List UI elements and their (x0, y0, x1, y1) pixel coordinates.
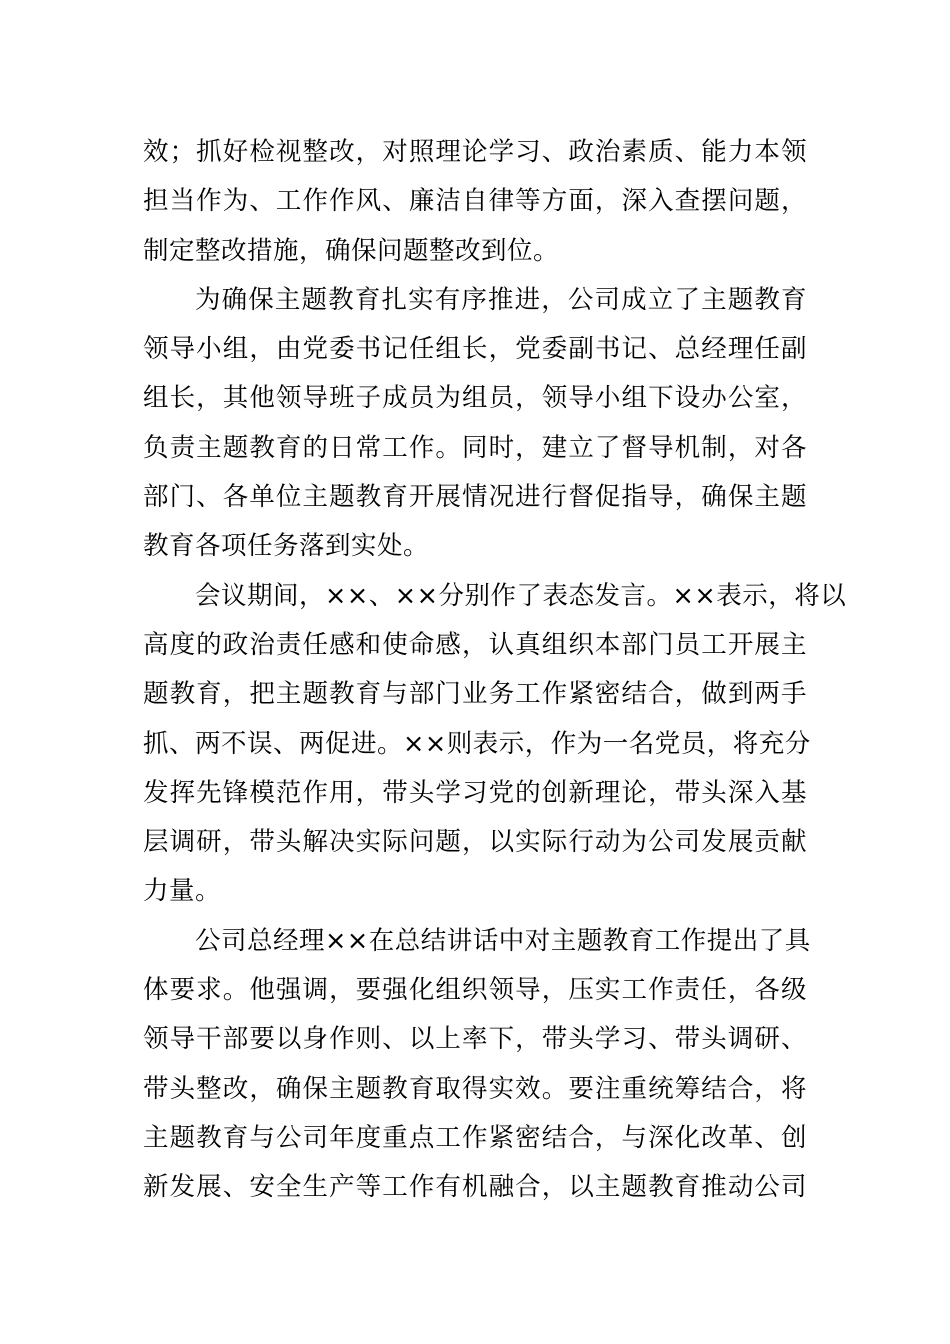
paragraph-line: 发挥先锋模范作用，带头学习党的创新理论，带头深入基 (143, 777, 807, 808)
paragraph-line: 为确保主题教育扎实有序推进，公司成立了主题教育 (195, 284, 807, 315)
paragraph-line: 带头整改，确保主题教育取得实效。要注重统筹结合，将 (143, 1073, 807, 1104)
paragraph-line: 制定整改措施，确保问题整改到位。 (143, 235, 560, 266)
paragraph-line: 公司总经理××在总结讲话中对主题教育工作提出了具 (195, 925, 811, 956)
paragraph-line: 新发展、安全生产等工作有机融合，以主题教育推动公司 (143, 1172, 807, 1203)
document-body (143, 128, 847, 1213)
paragraph-line: 抓、两不误、两促进。××则表示，作为一名党员，将充分 (143, 728, 811, 759)
paragraph-4 (143, 917, 811, 1213)
paragraph-line: 力量。 (143, 876, 222, 907)
paragraph-line: 组长，其他领导班子成员为组员，领导小组下设办公室， (143, 383, 807, 414)
paragraph-line: 效；抓好检视整改，对照理论学习、政治素质、能力本领 (143, 137, 807, 167)
paragraph-line: 题教育，把主题教育与部门业务工作紧密结合，做到两手 (143, 679, 807, 710)
paragraph-line: 主题教育与公司年度重点工作紧密结合，与深化改革、创 (143, 1122, 807, 1153)
paragraph-line: 担当作为、工作作风、廉洁自律等方面，深入查摆问题， (143, 186, 807, 217)
paragraph-line: 层调研，带头解决实际问题，以实际行动为公司发展贡献 (143, 827, 807, 858)
paragraph-line: 高度的政治责任感和使命感，认真组织本部门员工开展主 (143, 629, 807, 660)
paragraph-line: 体要求。他强调，要强化组织领导，压实工作责任，各级 (143, 975, 807, 1006)
paragraph-line: 会议期间，××、××分别作了表态发言。××表示，将以 (195, 580, 847, 611)
paragraph-3 (143, 572, 847, 917)
paragraph-2 (143, 276, 807, 572)
paragraph-line: 负责主题教育的日常工作。同时，建立了督导机制，对各 (143, 432, 807, 463)
paragraph-1 (143, 128, 807, 276)
paragraph-line: 教育各项任务落到实处。 (143, 531, 430, 562)
paragraph-line: 领导干部要以身作则、以上率下，带头学习、带头调研、 (143, 1024, 807, 1055)
paragraph-line: 领导小组，由党委书记任组长，党委副书记、总经理任副 (143, 334, 807, 365)
paragraph-line: 部门、各单位主题教育开展情况进行督促指导，确保主题 (143, 482, 807, 513)
